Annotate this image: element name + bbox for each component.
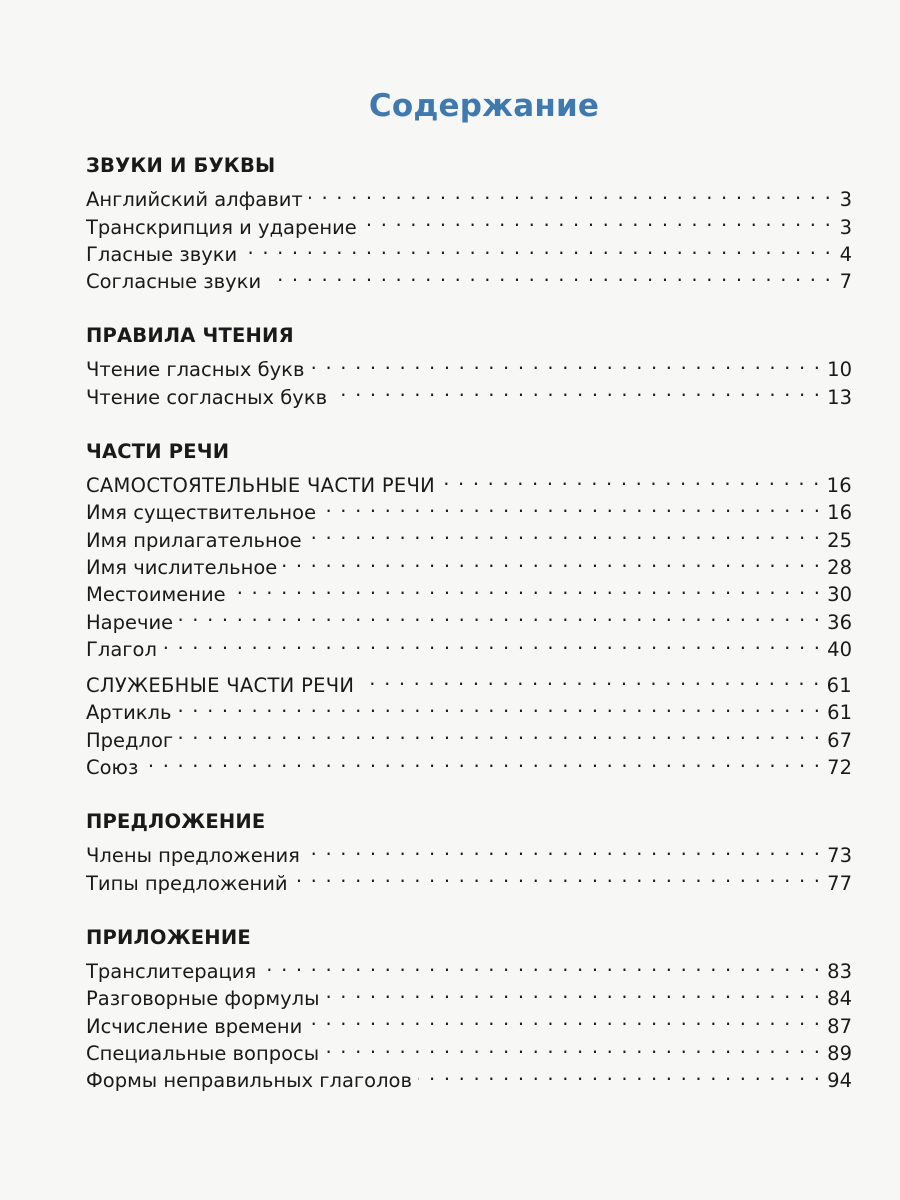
dot-leader: [243, 234, 832, 261]
entry-label: Предлог: [86, 728, 174, 752]
dot-leader: [267, 261, 832, 288]
toc-group-entry[interactable]: [86, 465, 852, 498]
toc-entry[interactable]: [86, 951, 852, 983]
dot-leader: [294, 862, 822, 889]
group-label: СЛУЖЕБНЫЕ ЧАСТИ РЕЧИ: [86, 674, 355, 698]
toc-entry[interactable]: [86, 629, 852, 661]
dot-leader: [363, 206, 832, 233]
entry-page-number: 61: [826, 674, 852, 698]
dot-leader: [360, 665, 820, 692]
entry-label: Разговорные формулы: [86, 987, 320, 1011]
dot-leader: [309, 179, 832, 206]
dot-leader: [163, 629, 821, 656]
entry-page-number: 84: [827, 987, 852, 1011]
entry-label: Английский алфавит: [86, 188, 303, 212]
section-heading: ПРЕДЛОЖЕНИЕ: [86, 810, 266, 834]
toc-section-sentence: [86, 808, 852, 895]
dot-leader: [306, 835, 821, 862]
entry-label: Имя прилагательное: [86, 528, 302, 552]
section-heading: ЗВУКИ И БУКВЫ: [86, 154, 276, 177]
entry-page-number: 72: [827, 756, 852, 780]
toc-entry[interactable]: [86, 179, 852, 212]
entry-page-number: 40: [827, 637, 852, 661]
entry-label: Специальные вопросы: [86, 1041, 320, 1065]
dot-leader: [262, 951, 821, 978]
entry-label: Чтение гласных букв: [86, 358, 305, 382]
entry-page-number: 3: [839, 215, 852, 239]
dot-leader: [325, 1033, 821, 1060]
toc-section-appendix: [86, 924, 852, 1093]
section-heading: ПРИЛОЖЕНИЕ: [86, 925, 251, 949]
entry-page-number: 77: [827, 871, 852, 895]
entry-page-number: 13: [827, 385, 852, 409]
toc-section-sounds-letters: [86, 152, 852, 294]
toc-subgroup-function-words: [86, 665, 852, 780]
entry-label: Исчисление времени: [86, 1014, 303, 1038]
entry-page-number: 61: [827, 701, 852, 725]
entry-page-number: 87: [827, 1014, 852, 1038]
page-title: Содержание: [368, 88, 600, 124]
toc-section-reading-rules: [86, 322, 852, 409]
section-heading: ПРАВИЛА ЧТЕНИЯ: [86, 324, 294, 348]
dot-leader: [333, 376, 821, 403]
entry-label: Формы неправильных глаголов: [86, 1069, 412, 1093]
entry-page-number: 83: [827, 959, 852, 983]
dot-leader: [308, 1005, 821, 1032]
entry-label: Чтение согласных букв: [86, 385, 328, 409]
entry-page-number: 3: [839, 188, 852, 212]
dot-leader: [177, 692, 821, 719]
entry-label: Наречие: [86, 610, 174, 634]
entry-label: Союз: [86, 756, 139, 780]
toc-entry[interactable]: [86, 349, 852, 382]
dot-leader: [232, 574, 822, 601]
entry-page-number: 16: [827, 501, 852, 525]
entry-label: Согласные звуки: [86, 270, 262, 294]
entry-page-number: 10: [827, 358, 852, 382]
toc-section-parts-of-speech: [86, 438, 852, 780]
entry-page-number: 73: [827, 844, 852, 868]
toc-entry[interactable]: [86, 601, 852, 634]
dot-leader: [308, 519, 822, 546]
entry-label: Имя числительное: [86, 555, 278, 579]
entry-page-number: 7: [839, 270, 852, 294]
entry-label: Транслитерация: [86, 959, 257, 983]
entry-page-number: 25: [827, 528, 852, 552]
dot-leader: [179, 601, 821, 628]
entry-label: Глагол: [86, 637, 157, 661]
toc-entry[interactable]: [86, 719, 852, 752]
entry-page-number: 28: [827, 555, 852, 579]
dot-leader: [283, 547, 821, 574]
toc-group-entry[interactable]: [86, 665, 852, 698]
entry-page-number: 16: [826, 474, 852, 498]
dot-leader: [418, 1060, 821, 1087]
toc-entry[interactable]: [86, 692, 852, 725]
entry-page-number: 94: [827, 1069, 852, 1093]
entry-label: Имя существительное: [86, 501, 317, 525]
dot-leader: [441, 465, 821, 492]
toc-entry[interactable]: [86, 835, 852, 868]
dot-leader: [144, 747, 821, 774]
entry-label: Артикль: [86, 701, 172, 725]
entry-label: Транскрипция и ударение: [86, 215, 357, 239]
dot-leader: [326, 978, 822, 1005]
entry-label: Местоимение: [86, 583, 226, 607]
dot-leader: [310, 349, 821, 376]
group-label: САМОСТОЯТЕЛЬНЫЕ ЧАСТИ РЕЧИ: [86, 474, 436, 498]
dot-leader: [179, 719, 821, 746]
section-heading: ЧАСТИ РЕЧИ: [86, 439, 230, 463]
entry-label: Члены предложения: [86, 844, 300, 868]
entry-page-number: 67: [827, 728, 852, 752]
toc-entry[interactable]: [86, 747, 852, 780]
entry-page-number: 36: [827, 610, 852, 634]
entry-label: Типы предложений: [86, 871, 288, 895]
entry-page-number: 4: [839, 242, 852, 266]
entry-page-number: 30: [827, 583, 852, 607]
entry-label: Гласные звуки: [86, 242, 238, 266]
dot-leader: [322, 492, 821, 519]
entry-page-number: 89: [827, 1041, 852, 1065]
